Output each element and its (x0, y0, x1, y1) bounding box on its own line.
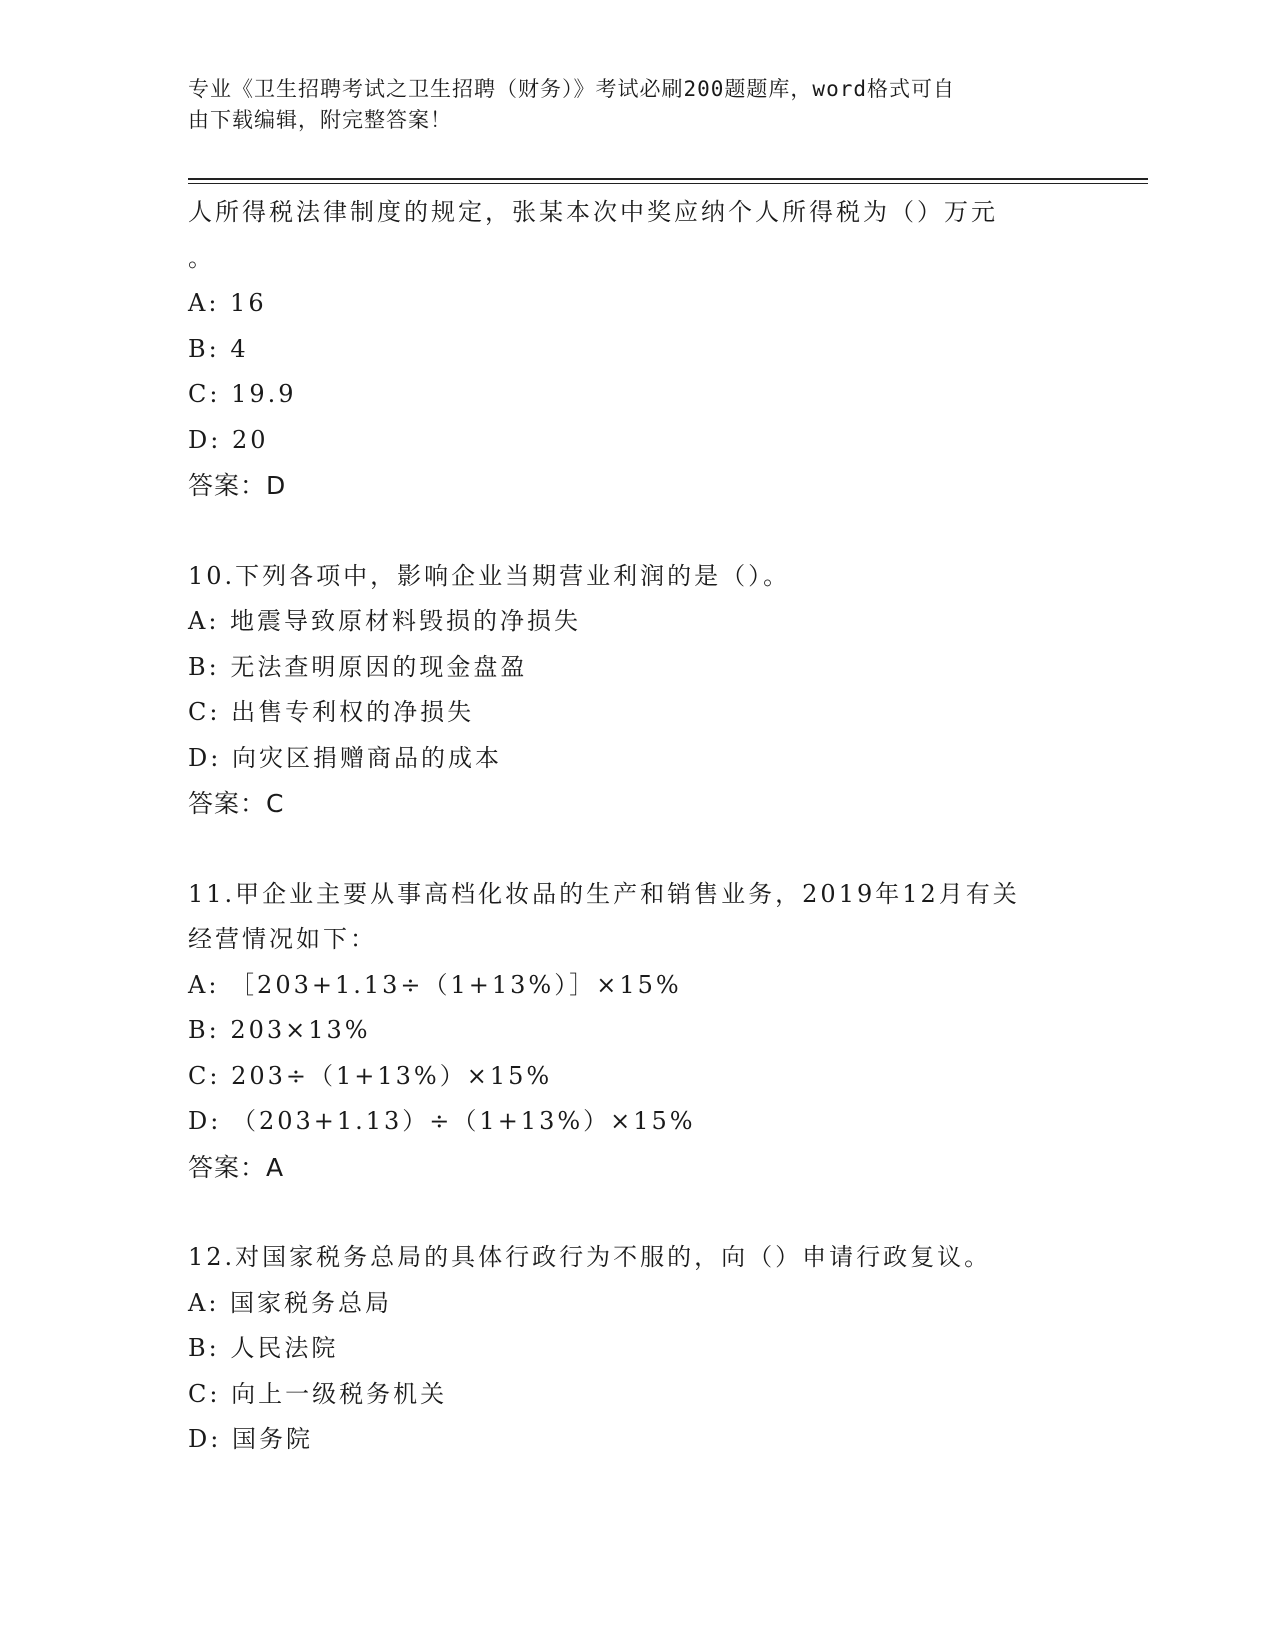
option-c: C: 出售专利权的净损失 (188, 698, 475, 726)
question-stem-continued: 经营情况如下： (188, 925, 377, 953)
option-a: A: 16 (188, 289, 267, 317)
option-b: B: 4 (188, 334, 249, 363)
question-11 (188, 872, 1088, 1191)
question-stem-continued: 。 (188, 243, 215, 272)
page-header (188, 74, 1068, 136)
option-c: C: 203÷（1+13%）×15% (188, 1061, 553, 1090)
answer-line: 答案：C (188, 789, 285, 818)
question-stem: 10.下列各项中，影响企业当期营业利润的是（）。 (188, 561, 791, 590)
question-12 (188, 1235, 1088, 1463)
question-10 (188, 554, 1088, 827)
answer-line: 答案：A (188, 1152, 285, 1182)
header-divider-thick (188, 178, 1148, 180)
question-9 (188, 190, 1088, 509)
option-a: A: 地震导致原材料毁损的净损失 (188, 607, 582, 635)
option-c: C: 向上一级税务机关 (188, 1379, 448, 1408)
option-d: D: （203+1.13）÷（1+13%）×15% (188, 1107, 696, 1135)
question-stem: 人所得税法律制度的规定，张某本次中奖应纳个人所得税为（）万元 (188, 198, 998, 226)
option-d: D: 国务院 (188, 1425, 313, 1453)
question-stem: 12.对国家税务总局的具体行政行为不服的，向（）申请行政复议。 (188, 1243, 992, 1271)
spacer (188, 1190, 1088, 1235)
header-line-2: 由下载编辑，附完整答案！ (188, 108, 452, 132)
option-c: C: 19.9 (188, 380, 297, 408)
question-stem: 11.甲企业主要从事高档化妆品的生产和销售业务，2019年12月有关 (188, 879, 1020, 908)
spacer (188, 827, 1088, 872)
question-list (188, 190, 1088, 1463)
option-a: A: 国家税务总局 (188, 1288, 393, 1317)
option-d: D: 向灾区捐赠商品的成本 (188, 743, 502, 772)
option-b: B: 无法查明原因的现金盘盈 (188, 652, 528, 681)
spacer (188, 509, 1088, 554)
option-a: A: ［203+1.13÷（1+13%）］×15% (188, 970, 682, 999)
answer-line: 答案：D (188, 471, 287, 500)
option-b: B: 203×13% (188, 1016, 371, 1044)
option-d: D: 20 (188, 425, 269, 454)
header-divider-thin (188, 183, 1148, 184)
option-b: B: 人民法院 (188, 1334, 339, 1362)
header-line-1: 专业《卫生招聘考试之卫生招聘（财务）》考试必刷200题题库，word格式可自 (188, 77, 955, 101)
